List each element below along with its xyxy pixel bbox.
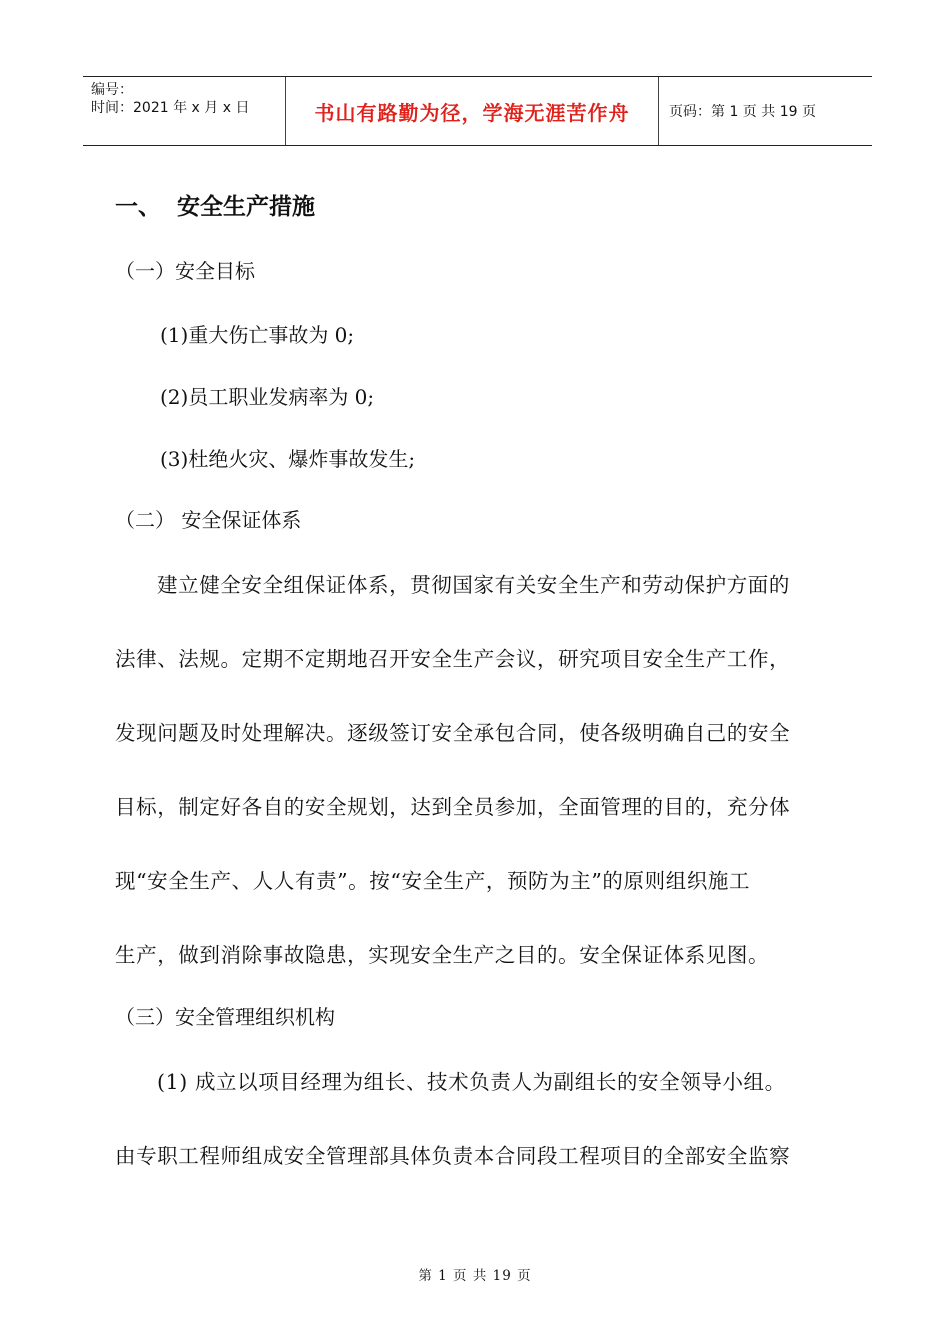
subsection-3-title: （三）安全管理组织机构 bbox=[115, 1005, 335, 1029]
header-table bbox=[83, 76, 872, 146]
paragraph-line-4: 目标，制定好各自的安全规划，达到全员参加，全面管理的目的，充分体 bbox=[115, 795, 791, 819]
paragraph-line-6: 生产，做到消除事故隐患，实现安全生产之目的。安全保证体系见图。 bbox=[115, 943, 770, 967]
subsection-1-title: （一）安全目标 bbox=[115, 259, 255, 283]
paragraph-line-1: 建立健全安全组保证体系，贯彻国家有关安全生产和劳动保护方面的 bbox=[157, 573, 790, 597]
paragraph-3-line-1: (1) 成立以项目经理为组长、技术负责人为副组长的安全领导小组。 bbox=[157, 1070, 786, 1094]
section-number: 一、 bbox=[115, 194, 161, 220]
goal-item-3: (3)杜绝火灾、爆炸事故发生; bbox=[160, 447, 416, 471]
paragraph-3-line-2: 由专职工程师组成安全管理部具体负责本合同段工程项目的全部安全监察 bbox=[115, 1144, 791, 1168]
header-motto: 书山有路勤为径，学海无涯苦作舟 bbox=[286, 77, 659, 145]
goal-item-2: (2)员工职业发病率为 0; bbox=[160, 385, 375, 409]
header-page-label: 页码：第 1 页 共 19 页 bbox=[669, 104, 816, 120]
section-title: 安全生产措施 bbox=[177, 194, 315, 220]
section-heading bbox=[115, 188, 315, 221]
subsection-2-title: （二） 安全保证体系 bbox=[115, 508, 302, 532]
doc-time-label: 时间：2021 年 x 月 x 日 bbox=[91, 100, 250, 116]
page-footer: 第 1 页 共 19 页 bbox=[418, 1268, 532, 1284]
paragraph-line-5: 现“安全生产、人人有责”。按“安全生产，预防为主”的原则组织施工 bbox=[115, 869, 751, 893]
paragraph-line-2: 法律、法规。定期不定期地召开安全生产会议，研究项目安全生产工作， bbox=[115, 647, 791, 671]
doc-number-label: 编号： bbox=[91, 82, 133, 98]
header-meta-cell bbox=[83, 77, 286, 145]
goal-item-1: (1)重大伤亡事故为 0; bbox=[160, 323, 355, 347]
paragraph-line-3: 发现问题及时处理解决。逐级签订安全承包合同，使各级明确自己的安全 bbox=[115, 721, 791, 745]
